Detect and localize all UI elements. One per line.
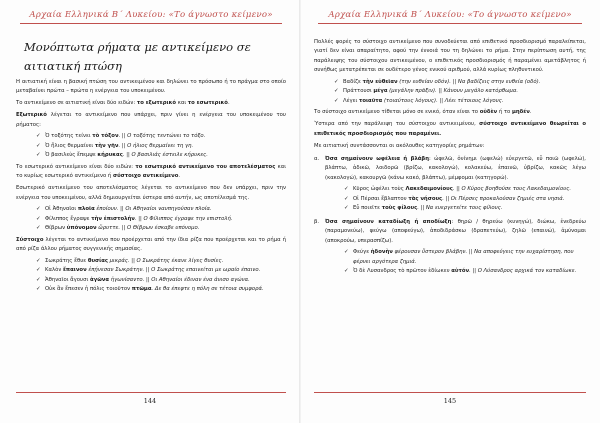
list-item: ✓ Θίβρων ὑπόνομον ὤρυττε. || Ο Θίβρων έσκαβε υπόνομο.: [36, 224, 286, 234]
list-item: ✓ Ὁ δὲ Λυσανδρος τὸ πρῶτον ἐδίωκεν αὐτόν. || Ο Λύσανδρος αρχικά τον καταδίωκε.: [344, 267, 586, 277]
types-paragraph: Το αντικείμενο σε αιτιατική είναι δύο ειδών: το εξωτερικό και το εσωτερικό.: [16, 100, 230, 107]
list-item: ✓ Βαδίζε τὴν εὐθεῖαν (την ευθείαν οδόν). || Να βαδίζεις στην ευθεία (οδό).: [334, 78, 586, 88]
list-item: ✓ Οἱ Πέρσαι ἔβλαπτον τὰς νήσους. || Οι Πέρσες προκαλούσαν ζημιές στα νησιά.: [344, 195, 586, 205]
list-item: ✓ Εὖ ποιεῖτε τοὺς φίλους. || Να ευεργετείτε τους φίλους.: [344, 204, 586, 214]
external-examples: [16, 132, 286, 161]
singular-paragraph: Το σύστοιχο αντικείμενο τίθεται μόνο σε ενικό, όταν είναι το οὐδὲν ή το μηδέν.: [314, 109, 532, 116]
list-item: ✓ Οἱ Ἀθηναῖοι πλοῖα ἐποίουν. || Οι Αθηναίοι ναυπηγούσαν πλοία.: [36, 205, 286, 215]
category-b-examples: [314, 248, 586, 277]
list-item: ✓ Ἀθηναῖοι ἄγουσι ἀγῶνα ἠγωνίσαντο. || Οι Αθηναίοι έδιναν ένα άνισο αγώνα.: [36, 276, 286, 286]
header-rule: [318, 23, 582, 24]
list-item: ✓ Ὁ ἥλιος θερμαίνει τὴν γῆν. || Ο ήλιος θερμαίνει τη γη.: [36, 142, 286, 152]
internal-types-paragraph: Το εσωτερικό αντικείμενο είναι δύο ειδών: το εσωτερικό αντικείμενο του αποτελέσματος και το κυρίως εσωτερικό αντικείμενο ή σύστοιχο αντικείμενο.: [16, 163, 286, 180]
list-item: ✓ Καλὸν ἔπαινον ἐπῄνεσαν Σωκράτην. || Ο Σωκράτης επαινείται με ωραίο έπαινο.: [36, 266, 286, 276]
page-number: 144: [143, 397, 157, 405]
list-item: ✓ Φεύγε ἡδονὴν φέρουσαν ὕστερον βλάβην. || Να αποφεύγεις την ευχαρίστηση, που φέρνει αργότερα ζημιά.: [344, 248, 586, 267]
list-item: ✓ Ὁ βασιλεὺς ἔπεμψε κήρυκας. || Ο βασιλιάς έστειλε κήρυκες.: [36, 151, 286, 161]
right-page: [300, 0, 600, 423]
section-title: Μονόπτωτα ρήματα με αντικείμενο σε αιτιατική πτώση: [24, 40, 251, 73]
footer-rule: [314, 392, 586, 393]
attribute-paragraph: Ύστερα από την παράλειψη του σύστοιχου αντικειμένου, σύστοιχο αντικείμενο θεωρείται ο επιθετικός προσδιορισμός που παραμένει.: [314, 121, 586, 137]
omission-examples: [314, 78, 586, 107]
omission-paragraph: Πολλές φορές το σύστοιχο αντικείμενο που συνοδεύεται από επιθετικό προσδιορισμό παραλείπεται, γιατί δεν είναι απαραίτητο, αφού την έννοιά του τη δηλώνει το ρήμα. Στην περίπτωση αυτή, της παράλειψης του σύστοιχου αντικειμένου, ο επιθετικός προσδιορισμός ή παραμένει αμετάβλητος ή συνήθως μετατρέπεται σε ουδέτερο γένος ενικού αριθμού, αλλά κυρίως πληθυντικού.: [314, 39, 586, 74]
cognate-definition: Σύστοιχο λέγεται το αντικείμενο που προέρχεται από την ίδια ρίζα που προέρχεται και το ρήμα ή από ρίζα άλλου ρήματος συγγενικής σημασίας.: [16, 236, 286, 253]
category-a-examples: [314, 185, 586, 214]
footer-rule: [16, 392, 286, 393]
list-item: ✓ Ὁ τοξότης τείνει τὸ τόξον. || Ο τοξότης τεντώνει το τόξο.: [36, 132, 286, 142]
list-item: ✓ Κῦρος ὠφέλει τοὺς Λακεδαιμονίους. || Ο Κύρος βοηθούσε τους Λακεδαιμονίους.: [344, 185, 586, 195]
cognate-examples: [16, 257, 286, 295]
category-marker: α.: [314, 156, 320, 163]
category-marker: β.: [314, 219, 320, 226]
list-item: ✓ Σωκράτης ἔθυε θυσίας μικράς. || Ο Σωκράτης έκανε λίγες θυσίες.: [36, 257, 286, 267]
result-definition: Εσωτερικό αντικείμενο του αποτελέσματος λέγεται το αντικείμενο που δεν υπάρχει, πριν την ενέργεια του υποκειμένου, αλλά δημιουργείται ύστερα από αυτήν, ως αποτέλεσμά της.: [16, 185, 286, 201]
categories-intro: Με αιτιατική συντάσσονται οι ακόλουθες κατηγορίες ρημάτων:: [314, 142, 485, 149]
list-item: ✓ Οὐκ ἂν ἔπεσεν ἡ πόλις τοιοῦτον πτῶμα. Δε θα έπεφτε η πόλη σε τέτοια συμφορά.: [36, 285, 286, 295]
list-item: ✓ Φίλιππος ἔγραψε τὴν ἐπιστολήν. || Ο Φίλιππος έγραψε την επιστολή.: [36, 215, 286, 225]
intro-paragraph: Η αιτιατική είναι η βασική πτώση του αντικειμένου και δηλώνει το πρόσωπο ή το πράγμα στο οποίο μεταβαίνει πρώτα – πρώτα η ενέργεια του υποκειμένου.: [16, 79, 286, 95]
running-head: Αρχαία Ελληνικά Β΄ Λυκείου: «Το άγνωστο κείμενο»: [328, 10, 572, 20]
category-b: β. Όσα σημαίνουν καταδίωξη ή αποδίωξη: θηρῶ / θηρεύω (κυνηγώ), διώκω, ἐνεδρεύω (παραμονεύω), φεύγω (αποφεύγω), ἀποδιδράσκω (δραπετεύω), ζηλῶ (επαινώ), ἀμύνομαι (αποκρούω, υπερασπίζω).: [314, 219, 586, 244]
list-item: ✓ Λέγει τοιαῦτα (τοιαύτους λόγους). || Λέει τέτοιους λόγους.: [334, 97, 586, 107]
result-examples: [16, 205, 286, 234]
list-item: ✓ Πράττουσι μέγα (μεγάλην πρᾶξιν). || Κάνουν μεγάλο κατόρθωμα.: [334, 87, 586, 97]
external-definition: Εξωτερικό λέγεται το αντικείμενο που υπάρχει, πριν γίνει η ενέργεια του υποκειμένου του ρήματος:: [16, 112, 286, 128]
running-head: Αρχαία Ελληνικά Β΄ Λυκείου: «Το άγνωστο κείμενο»: [29, 10, 273, 20]
category-a: α. Όσα σημαίνουν ωφέλεια ή βλάβη: ὠφελῶ, ὀνίνημι (ωφελώ) εὐεργετῶ, εὖ ποιῶ (ωφελώ), βλάπτω, ἀδικῶ, λοιδορῶ (βρίζω, κακολογώ), κολακεύω, ἐπαινῶ, ὑβρίζω, κακῶς λέγω (κακολογώ), κακουργῶ (κάνω κακό, βλάπτω), μέμφομαι (κατηγορώ).: [314, 156, 586, 181]
header-rule: [20, 23, 282, 24]
page-number: 145: [443, 397, 457, 405]
